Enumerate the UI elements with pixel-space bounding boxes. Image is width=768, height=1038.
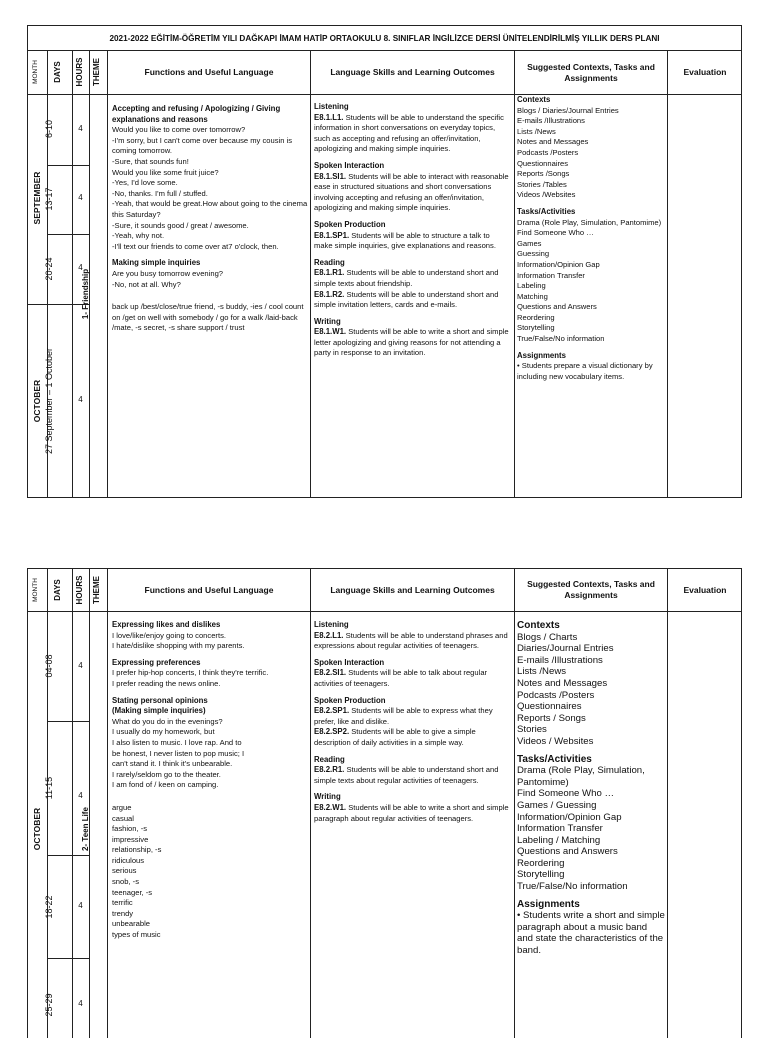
list-item: Reports / Songs (517, 712, 586, 724)
text-line: What do you do in the evenings? (112, 716, 223, 726)
list-item: Questionnaires (517, 158, 569, 168)
header-month: MONTH (32, 60, 39, 84)
text-line: Would you like to come over tomorrow? (112, 125, 246, 135)
list-item: Videos / Websites (517, 735, 594, 747)
list-item: Questionnaires (517, 701, 582, 713)
text-line: I usually do my homework, but (112, 727, 215, 737)
list-item: Find Someone Who … (517, 788, 615, 800)
hours-value: 4 (78, 395, 83, 404)
divider (28, 304, 89, 305)
month-label: OCTOBER (32, 807, 42, 851)
outcome-text: Students will be able to write a short and simple letter apologizing and giving reasons for not attending a party in response to an invitation. (314, 327, 509, 358)
divider (514, 569, 515, 1038)
vocab-item: serious (112, 866, 137, 876)
outcome-code: E8.2.W1. (314, 802, 347, 812)
header-contexts: Suggested Contexts, Tasks and Assignments (527, 579, 655, 600)
text-line: -I'm sorry, but I can't come over because my cousin is coming tomorrow. (112, 135, 293, 156)
list-item: Reordering (517, 312, 555, 322)
vocab-item: argue (112, 802, 132, 812)
days-label: 11-15 (44, 776, 54, 800)
section-heading: (Making simple inquiries) (112, 706, 206, 716)
header-functions: Functions and Useful Language (144, 584, 274, 595)
list-item: Drama (Role Play, Simulation, Pantomime) (517, 765, 645, 788)
text-line: I rarely/seldom go to the theater. (112, 769, 221, 779)
vocab-item: snob, -s (112, 877, 140, 887)
list-item: Guessing (517, 249, 550, 259)
list-item: Podcasts /Posters (517, 689, 595, 701)
text-line: Would you like some fruit juice? (112, 167, 219, 177)
outcome-code: E8.1.W1. (314, 327, 347, 337)
outcome-code: E8.1.L1. (314, 112, 344, 122)
divider (28, 611, 741, 612)
text-line: I also listen to music. I love rap. And to (112, 737, 242, 747)
vocab-item: casual (112, 813, 134, 823)
divider (47, 165, 89, 166)
list-item: Podcasts /Posters (517, 147, 579, 157)
vocab-item: ridiculous (112, 855, 145, 865)
list-item: Information/Opinion Gap (517, 811, 622, 823)
hours-value: 4 (78, 901, 83, 910)
section-heading: Writing (314, 792, 341, 802)
outcome-text: Students will be able to understand short and simple invitation letters, cards and e-mails. (314, 289, 499, 310)
header-hours: HOURS (75, 57, 84, 87)
section-heading: Assignments (517, 898, 580, 910)
header-theme: THEME (92, 576, 101, 604)
section-heading: Accepting and refusing / Apologizing / Giving explanations and reasons (112, 104, 281, 124)
list-item: Diaries/Journal Entries (517, 643, 614, 655)
functions-cell (112, 104, 308, 334)
vocab-item: fashion, -s (112, 824, 148, 834)
outcome-text: Students will be able to write a short and simple paragraph about regular activities of teenagers. (314, 802, 509, 823)
list-item: Reports /Songs (517, 169, 570, 179)
vocab-item: unbearable (112, 919, 151, 929)
outcome-text: Students will be able to understand the specific information in short conversations on everyday topics, such as accepting and refusing an offer/invitation, apologizing and making simple inquiries. (314, 112, 504, 154)
text-line: I prefer reading the news online. (112, 678, 221, 688)
plan-table-unit-1 (27, 25, 742, 498)
outcome-text: Students will be able to talk about regular activities of teenagers. (314, 668, 488, 688)
divider (47, 958, 89, 959)
outcome-code: E8.2.R1. (314, 765, 345, 775)
list-item: Notes and Messages (517, 137, 589, 147)
divider (310, 569, 311, 1038)
header-days: DAYS (53, 61, 62, 83)
section-heading: Spoken Production (314, 219, 386, 229)
hours-value: 4 (78, 999, 83, 1008)
list-item: Games / Guessing (517, 799, 597, 811)
section-heading: Listening (314, 620, 349, 629)
outcome-code: E8.2.SP1. (314, 706, 350, 716)
text-line: Are you busy tomorrow evening? (112, 268, 224, 278)
section-heading: Tasks/Activities (517, 206, 576, 216)
vocab-item: relationship, -s (112, 845, 162, 855)
list-item: Storytelling (517, 869, 565, 881)
list-item: Questions and Answers (517, 846, 618, 858)
list-item: Reordering (517, 857, 565, 869)
divider (667, 569, 668, 1038)
hours-value: 4 (78, 791, 83, 800)
list-item: Information Transfer (517, 823, 603, 835)
section-heading: Stating personal opinions (112, 695, 208, 705)
header-hours: HOURS (75, 575, 84, 605)
text-line: -Yeah, that would be great.How about going to the cinema this Saturday? (112, 199, 308, 219)
outcome-text: Students will be able to understand short and simple texts about regular activities of teenagers. (314, 765, 499, 785)
text-line: -Yeah, why not. (112, 231, 165, 241)
hours-value: 4 (78, 661, 83, 670)
divider (47, 721, 89, 722)
list-item: Stories /Tables (517, 179, 567, 189)
list-item: True/False/No information (517, 881, 628, 893)
list-item: Lists /News (517, 666, 567, 678)
text-line: -No, not at all. Why? (112, 279, 181, 289)
text-line: -I'll text our friends to come over at7 o'clock, then. (112, 241, 279, 251)
section-heading: Contexts (517, 95, 551, 104)
outcome-text: Students will be able to interact with reasonable ease in structured situations and short conversations involving accepting and refusing an offer/invitation, apologizing and making simple inquiries. (314, 171, 509, 213)
outcome-code: E8.1.R2. (314, 289, 345, 299)
header-skills: Language Skills and Learning Outcomes (330, 584, 495, 595)
section-heading: Tasks/Activities (517, 753, 592, 765)
list-item: E-mails /Illustrations (517, 654, 603, 666)
days-label: 18-22 (44, 895, 54, 919)
plan-table-unit-2 (27, 568, 742, 1038)
outcome-text: Students will be able to give a simple description of daily activities in a simple way. (314, 727, 476, 747)
month-label: SEPTEMBER (32, 171, 42, 225)
section-heading: Expressing likes and dislikes (112, 620, 221, 629)
section-heading: Writing (314, 316, 341, 326)
days-label: 13-17 (44, 187, 54, 211)
days-label: 25-29 (44, 993, 54, 1017)
text-line: -Sure, it sounds good / great / awesome. (112, 220, 249, 230)
hours-value: 4 (78, 193, 83, 202)
list-item: Blogs / Charts (517, 631, 578, 643)
outcome-code: E8.2.SI1. (314, 668, 347, 678)
skills-cell (314, 102, 510, 359)
theme-label: 2- Teen Life (81, 807, 90, 851)
section-heading: Assignments (517, 350, 566, 360)
list-item: Notes and Messages (517, 677, 608, 689)
hours-value: 4 (78, 263, 83, 272)
list-item: Find Someone Who … (517, 228, 594, 238)
text-line: can't stand it. I think it's unbearable. (112, 759, 233, 769)
section-heading: Listening (314, 102, 349, 111)
assignment-text: • Students write a short and simple paragraph about a music band and state the characteristics of the band. (517, 910, 665, 957)
section-heading: Spoken Interaction (314, 657, 385, 667)
vocab-item: teenager, -s (112, 887, 153, 897)
header-days: DAYS (53, 579, 62, 601)
outcome-code: E8.1.SP1. (314, 230, 350, 240)
section-heading: Making simple inquiries (112, 258, 201, 268)
divider (107, 50, 108, 497)
outcome-text: Students will be able to structure a talk to make simple inquiries, give explanations and reasons. (314, 230, 496, 251)
list-item: Labeling (517, 281, 546, 291)
list-item: Videos /Websites (517, 190, 576, 200)
list-item: Information Transfer (517, 270, 585, 280)
theme-label: 1- Friendship (81, 268, 90, 320)
section-heading: Spoken Interaction (314, 160, 385, 170)
list-item: True/False/No information (517, 334, 605, 344)
list-item: Stories (517, 724, 547, 736)
assignment-text: • Students prepare a visual dictionary by including new vocabulary items. (517, 361, 653, 381)
vocab-item: types of music (112, 930, 161, 940)
divider (514, 50, 515, 497)
list-item: Blogs / Diaries/Journal Entries (517, 105, 619, 115)
header-theme: THEME (92, 58, 101, 86)
contexts-cell (517, 95, 665, 382)
list-item: Questions and Answers (517, 302, 597, 312)
list-item: Labeling / Matching (517, 834, 601, 846)
vocabulary-text: back up /best/close/true friend, -s buddy, -ies / cool count on /get on well with somebody / go for a walk /laid-back /mate, -s secret, -s share support / trust (112, 302, 304, 333)
section-heading: Reading (314, 257, 345, 267)
section-heading: Spoken Production (314, 695, 386, 705)
header-contexts: Suggested Contexts, Tasks and Assignments (527, 61, 655, 83)
month-label: OCTOBER (32, 379, 42, 423)
list-item: Games (517, 238, 542, 248)
text-line: I am fond of / keen on camping. (112, 780, 219, 790)
section-heading: Contexts (517, 620, 560, 631)
divider (72, 50, 73, 497)
outcome-text: Students will be able to understand short and simple texts about friendship. (314, 268, 499, 288)
list-item: Lists /News (517, 126, 556, 136)
list-item: E-mails /Illustrations (517, 116, 585, 126)
outcome-text: Students will be able to understand phrases and expressions about regular activities of teenagers. (314, 630, 508, 651)
list-item: Drama (Role Play, Simulation, Pantomime) (517, 217, 662, 227)
vocab-item: terrific (112, 898, 133, 908)
outcome-text: Students will be able to express what they prefer, like and dislike. (314, 706, 493, 726)
functions-cell (112, 620, 308, 941)
text-line: I love/like/enjoy going to concerts. (112, 630, 226, 640)
outcome-code: E8.1.SI1. (314, 171, 347, 181)
hours-value: 4 (78, 124, 83, 133)
outcome-code: E8.1.R1. (314, 268, 345, 278)
days-label: 27 September – 1 October (44, 347, 54, 455)
vocab-item: trendy (112, 908, 134, 918)
document-title: 2021-2022 EĞİTİM-ÖĞRETİM YILI DAĞKAPI İMAM HATİP ORTAOKULU 8. SINIFLAR İNGİLİZCE DERSİ ÜNİTELENDİRİLMİŞ YILLIK DERS PLANI (109, 33, 660, 43)
header-functions: Functions and Useful Language (144, 67, 274, 78)
header-skills: Language Skills and Learning Outcomes (330, 67, 495, 78)
vocab-item: impressive (112, 834, 149, 844)
divider (47, 234, 89, 235)
text-line: be honest, I never listen to pop music; I (112, 748, 245, 758)
section-heading: Expressing preferences (112, 657, 201, 667)
outcome-code: E8.2.SP2. (314, 727, 350, 737)
divider (667, 50, 668, 497)
list-item: Information/Opinion Gap (517, 259, 600, 269)
days-label: 6-10 (44, 120, 54, 139)
divider (107, 569, 108, 1038)
text-line: I prefer hip-hop concerts, I think they're terrific. (112, 668, 269, 678)
text-line: I hate/dislike shopping with my parents. (112, 641, 245, 651)
text-line: -No, thanks. I'm full / stuffed. (112, 188, 208, 198)
section-heading: Reading (314, 754, 345, 764)
header-evaluation: Evaluation (683, 584, 727, 595)
outcome-code: E8.2.L1. (314, 630, 344, 640)
days-label: 20-24 (44, 257, 54, 281)
header-month: MONTH (32, 578, 39, 602)
divider (310, 50, 311, 497)
days-label: 04-08 (44, 654, 54, 678)
skills-cell (314, 620, 510, 824)
contexts-cell (517, 620, 665, 957)
list-item: Storytelling (517, 323, 555, 333)
divider (72, 569, 73, 1038)
header-evaluation: Evaluation (683, 67, 727, 78)
text-line: -Sure, that sounds fun! (112, 156, 189, 166)
list-item: Matching (517, 291, 548, 301)
text-line: -Yes, I'd love some. (112, 178, 178, 188)
